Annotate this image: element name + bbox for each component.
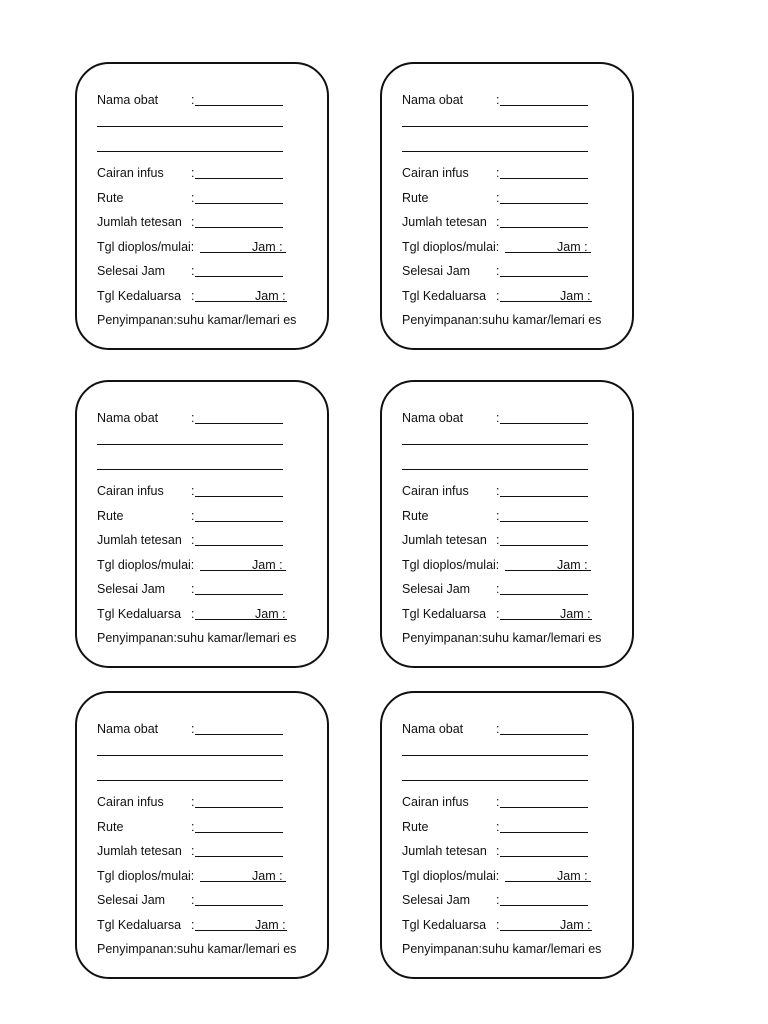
cairan-infus-field[interactable]: [195, 178, 283, 179]
colon: :: [496, 93, 500, 107]
selesai-jam-field[interactable]: [195, 594, 283, 595]
penyimpanan-label: Penyimpanan:suhu kamar/lemari es: [97, 942, 297, 956]
rute-label: Rute: [97, 191, 124, 205]
nama-obat-blank-line-2[interactable]: [402, 469, 588, 470]
nama-obat-blank-line-1[interactable]: [97, 126, 283, 127]
jam-label: Jam :: [560, 289, 591, 303]
cairan-infus-field[interactable]: [500, 496, 588, 497]
jumlah-tetesan-field[interactable]: [195, 227, 283, 228]
nama-obat-field[interactable]: [500, 423, 588, 424]
jam-label: Jam :: [252, 558, 283, 572]
cairan-infus-label: Cairan infus: [402, 484, 469, 498]
selesai-jam-label: Selesai Jam: [97, 893, 166, 907]
nama-obat-label: Nama obat: [97, 411, 159, 425]
selesai-jam-field[interactable]: [500, 594, 588, 595]
tgl-dioplos-label: Tgl dioplos/mulai:: [402, 240, 500, 254]
jumlah-tetesan-field[interactable]: [195, 545, 283, 546]
colon: :: [496, 191, 500, 205]
medication-label-card: [380, 62, 634, 350]
rute-field[interactable]: [195, 521, 283, 522]
medication-label-card: [380, 380, 634, 668]
jumlah-tetesan-label: Jumlah tetesan: [97, 215, 182, 229]
selesai-jam-label: Selesai Jam: [402, 893, 471, 907]
jam-label: Jam :: [255, 918, 286, 932]
rute-field[interactable]: [500, 832, 588, 833]
nama-obat-blank-line-1[interactable]: [402, 444, 588, 445]
cairan-infus-field[interactable]: [195, 807, 283, 808]
colon: :: [191, 166, 195, 180]
tgl-kedaluarsa-label: Tgl Kedaluarsa: [402, 289, 487, 303]
colon: :: [496, 509, 500, 523]
rute-field[interactable]: [195, 832, 283, 833]
colon: :: [496, 411, 500, 425]
colon: :: [496, 533, 500, 547]
rute-field[interactable]: [500, 521, 588, 522]
colon: :: [191, 918, 195, 932]
jam-label: Jam :: [560, 918, 591, 932]
rute-label: Rute: [97, 509, 124, 523]
selesai-jam-field[interactable]: [195, 905, 283, 906]
jumlah-tetesan-label: Jumlah tetesan: [402, 215, 487, 229]
cairan-infus-field[interactable]: [195, 496, 283, 497]
cairan-infus-label: Cairan infus: [97, 166, 164, 180]
colon: :: [191, 820, 195, 834]
selesai-jam-label: Selesai Jam: [402, 264, 471, 278]
cairan-infus-label: Cairan infus: [97, 484, 164, 498]
jam-label: Jam :: [252, 240, 283, 254]
nama-obat-blank-line-2[interactable]: [402, 151, 588, 152]
colon: :: [191, 607, 195, 621]
nama-obat-blank-line-1[interactable]: [97, 755, 283, 756]
colon: :: [191, 93, 195, 107]
selesai-jam-label: Selesai Jam: [402, 582, 471, 596]
jam-label: Jam :: [557, 240, 588, 254]
jumlah-tetesan-label: Jumlah tetesan: [402, 533, 487, 547]
tgl-dioplos-label: Tgl dioplos/mulai:: [97, 558, 195, 572]
tgl-kedaluarsa-label: Tgl Kedaluarsa: [97, 607, 182, 621]
selesai-jam-field[interactable]: [500, 905, 588, 906]
rute-label: Rute: [402, 509, 429, 523]
rute-field[interactable]: [195, 203, 283, 204]
colon: :: [191, 509, 195, 523]
colon: :: [496, 166, 500, 180]
tgl-kedaluarsa-label: Tgl Kedaluarsa: [402, 607, 487, 621]
selesai-jam-label: Selesai Jam: [97, 264, 166, 278]
jumlah-tetesan-field[interactable]: [195, 856, 283, 857]
colon: :: [496, 820, 500, 834]
nama-obat-blank-line-2[interactable]: [97, 469, 283, 470]
colon: :: [191, 215, 195, 229]
selesai-jam-field[interactable]: [500, 276, 588, 277]
cairan-infus-label: Cairan infus: [402, 166, 469, 180]
cairan-infus-label: Cairan infus: [97, 795, 164, 809]
colon: :: [191, 289, 195, 303]
rute-label: Rute: [97, 820, 124, 834]
cairan-infus-field[interactable]: [500, 178, 588, 179]
colon: :: [496, 795, 500, 809]
colon: :: [496, 215, 500, 229]
jumlah-tetesan-field[interactable]: [500, 227, 588, 228]
penyimpanan-label: Penyimpanan:suhu kamar/lemari es: [97, 313, 297, 327]
colon: :: [496, 484, 500, 498]
jumlah-tetesan-label: Jumlah tetesan: [402, 844, 487, 858]
nama-obat-field[interactable]: [195, 423, 283, 424]
tgl-dioplos-label: Tgl dioplos/mulai:: [97, 240, 195, 254]
penyimpanan-label: Penyimpanan:suhu kamar/lemari es: [402, 942, 602, 956]
jam-label: Jam :: [557, 869, 588, 883]
jumlah-tetesan-label: Jumlah tetesan: [97, 844, 182, 858]
colon: :: [191, 795, 195, 809]
nama-obat-field[interactable]: [500, 105, 588, 106]
colon: :: [496, 722, 500, 736]
selesai-jam-field[interactable]: [195, 276, 283, 277]
jam-label: Jam :: [557, 558, 588, 572]
selesai-jam-label: Selesai Jam: [97, 582, 166, 596]
colon: :: [191, 844, 195, 858]
medication-label-card: [75, 62, 329, 350]
nama-obat-blank-line-1[interactable]: [402, 126, 588, 127]
colon: :: [496, 582, 500, 596]
penyimpanan-label: Penyimpanan:suhu kamar/lemari es: [97, 631, 297, 645]
nama-obat-label: Nama obat: [97, 93, 159, 107]
jumlah-tetesan-field[interactable]: [500, 856, 588, 857]
penyimpanan-label: Penyimpanan:suhu kamar/lemari es: [402, 313, 602, 327]
nama-obat-label: Nama obat: [402, 411, 464, 425]
nama-obat-blank-line-1[interactable]: [402, 755, 588, 756]
medication-label-card: [380, 691, 634, 979]
jumlah-tetesan-label: Jumlah tetesan: [97, 533, 182, 547]
tgl-dioplos-label: Tgl dioplos/mulai:: [402, 869, 500, 883]
nama-obat-label: Nama obat: [97, 722, 159, 736]
jumlah-tetesan-field[interactable]: [500, 545, 588, 546]
penyimpanan-label: Penyimpanan:suhu kamar/lemari es: [402, 631, 602, 645]
jam-label: Jam :: [252, 869, 283, 883]
cairan-infus-label: Cairan infus: [402, 795, 469, 809]
jam-label: Jam :: [255, 607, 286, 621]
cairan-infus-field[interactable]: [500, 807, 588, 808]
colon: :: [191, 264, 195, 278]
nama-obat-label: Nama obat: [402, 722, 464, 736]
nama-obat-label: Nama obat: [402, 93, 464, 107]
colon: :: [496, 264, 500, 278]
colon: :: [191, 191, 195, 205]
colon: :: [191, 484, 195, 498]
tgl-dioplos-label: Tgl dioplos/mulai:: [97, 869, 195, 883]
colon: :: [496, 918, 500, 932]
tgl-kedaluarsa-label: Tgl Kedaluarsa: [97, 918, 182, 932]
nama-obat-blank-line-2[interactable]: [402, 780, 588, 781]
colon: :: [496, 607, 500, 621]
tgl-kedaluarsa-label: Tgl Kedaluarsa: [402, 918, 487, 932]
nama-obat-field[interactable]: [195, 105, 283, 106]
colon: :: [191, 893, 195, 907]
colon: :: [496, 893, 500, 907]
nama-obat-field[interactable]: [195, 734, 283, 735]
nama-obat-blank-line-1[interactable]: [97, 444, 283, 445]
medication-label-card: [75, 380, 329, 668]
tgl-dioplos-label: Tgl dioplos/mulai:: [402, 558, 500, 572]
nama-obat-field[interactable]: [500, 734, 588, 735]
colon: :: [191, 582, 195, 596]
medication-label-card: [75, 691, 329, 979]
colon: :: [496, 844, 500, 858]
nama-obat-blank-line-2[interactable]: [97, 151, 283, 152]
colon: :: [191, 722, 195, 736]
jam-label: Jam :: [255, 289, 286, 303]
nama-obat-blank-line-2[interactable]: [97, 780, 283, 781]
tgl-kedaluarsa-label: Tgl Kedaluarsa: [97, 289, 182, 303]
rute-label: Rute: [402, 820, 429, 834]
jam-label: Jam :: [560, 607, 591, 621]
colon: :: [191, 411, 195, 425]
colon: :: [496, 289, 500, 303]
rute-field[interactable]: [500, 203, 588, 204]
colon: :: [191, 533, 195, 547]
rute-label: Rute: [402, 191, 429, 205]
